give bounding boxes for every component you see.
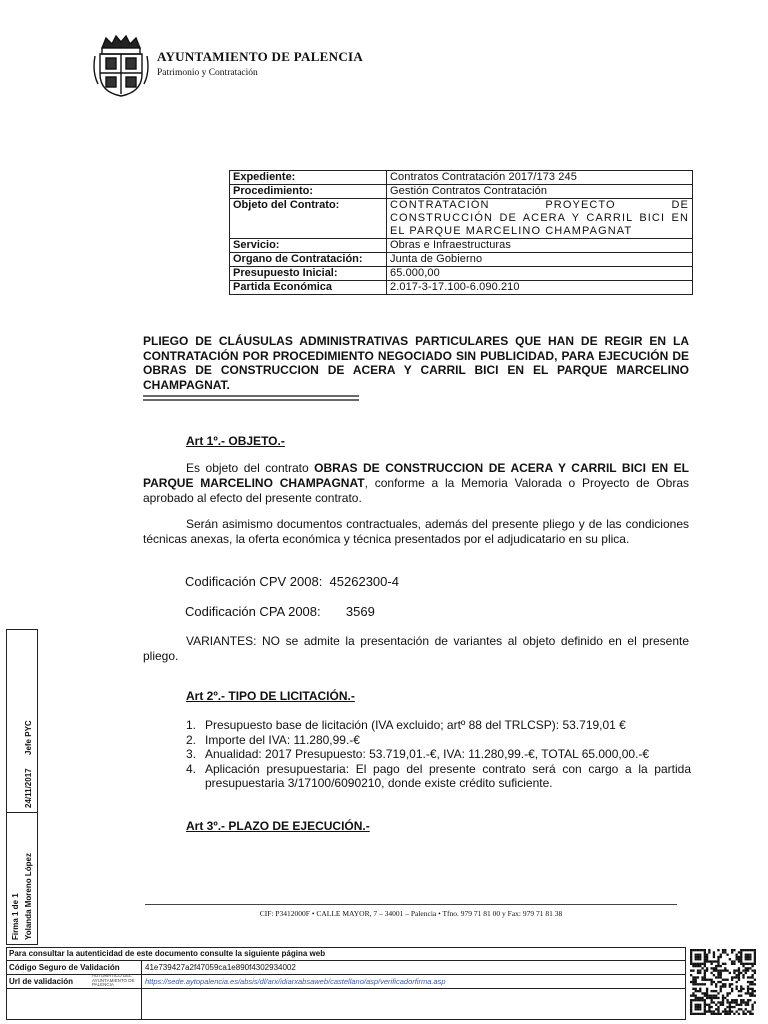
verification-code-label: Código Seguro de Validación [9,963,120,972]
table-row [230,199,693,239]
department-name: Patrimonio y Contratación [157,68,258,78]
table-row [230,253,693,267]
list-text: Anualidad: 2017 Presupuesto: 53.719,01.-€, IVA: 11.280,99.-€, TOTAL 65.000,00.-€ [205,747,650,761]
list-item [186,733,691,748]
art1-p1-text: Es objeto del contrato [186,461,315,475]
verification-row-divider [6,988,686,989]
list-number: 4. [186,761,197,776]
table-row [230,239,693,253]
organization-name: AYUNTAMIENTO DE PALENCIA [157,49,364,64]
signature-date: 24/11/2017 [24,768,33,808]
list-item [186,762,691,791]
row-value: Gestión Contratos Contratación [387,185,693,199]
row-label: Objeto del Contrato: [230,199,387,239]
signature-divider [6,812,38,813]
row-label: Organo de Contratación: [230,253,387,267]
row-value: Junta de Gobierno [387,253,693,267]
list-item [186,718,691,733]
art3-heading [186,819,370,833]
table-row [230,185,693,199]
row-value: 2.017-3-17.100-6.090.210 [387,281,693,295]
cpa-label: Codificación CPA 2008: [185,604,321,619]
expediente-table [229,170,693,295]
art3-title: Art 3º.- PLAZO DE EJECUCIÓN.- [186,819,370,833]
list-number: 1. [186,718,197,732]
list-number: 2. [186,732,197,747]
row-value: Contratos Contratación 2017/173 245 [387,171,693,185]
verification-row-divider [6,960,686,961]
art2-heading [186,689,355,703]
row-value: Obras e Infraestructuras [387,239,693,253]
verification-url-label: Url de validación [9,977,74,986]
footer-divider [145,904,677,905]
document-title: PLIEGO DE CLÁUSULAS ADMINISTRATIVAS PARTICULARES QUE HAN DE REGIR EN LA CONTRATACIÓN POR PROCEDIMIENTO NEGOCIADO SIN PUBLICIDAD, PARA EJECUCIÓN DE OBRAS DE CONSTRUCCION DE ACERA Y CARRIL BICI EN EL PARQUE MARCELINO CHAMPAGNAT. [143,334,689,392]
table-row [230,281,693,295]
signature-firma: Firma 1 de 1 [11,893,20,940]
row-label: Partida Económica [230,281,387,295]
list-text: Importe del IVA: 11.280,99.-€ [205,732,360,747]
title-double-underline [143,394,359,402]
coat-of-arms-logo [92,34,150,98]
art1-paragraph-2: Serán asimismo documentos contractuales, además del presente pliego y de las condiciones técnicas anexas, la oferta económica y técnica presentados por el adjudicatario en su plica. [143,517,689,546]
art1-p1-bold: OBRAS DE CONSTRUCCION DE ACERA Y CARRIL BICI EN EL PARQUE MARCELINO CHAMPAGNAT [143,461,689,490]
art1-p1-text-end: , conforme a la Memoria Valorada o Proyecto de Obras aprobado al efecto del presente contrato. [143,476,689,505]
variantes-paragraph: VARIANTES: NO se admite la presentación de variantes al objeto definido en el presente pliego. [143,634,689,663]
signature-name: Yolanda Moreno López [24,853,33,940]
verification-url-link[interactable]: https://sede.aytopalencia.es/absis/dl/arx/idiarxabsaweb/castellano/asp/verificadorfirma.asp [145,977,446,986]
art2-title: Art 2º.- TIPO DE LICITACIÓN.- [186,689,355,703]
verification-col-divider [141,960,142,1020]
row-value: CONTRATACIÓN PROYECTO DE CONSTRUCCIÓN DE ACERA Y CARRIL BICI EN EL PARQUE MARCELINO CHAMPAGNAT [387,199,693,239]
row-value: 65.000,00 [387,267,693,281]
verification-small-note: AUTOMATICO DEL AYUNTAMIENTO DE PALENCIA [92,973,135,988]
footer-address: CIF: P3412000F • CALLE MAYOR, 7 – 34001 – Palencia • Tfno. 979 71 81 00 y Fax: 979 71 81 38 [259,909,563,918]
list-text: Presupuesto base de licitación (IVA excluido; artº 88 del TRLCSP): 53.719,01 € [205,718,626,732]
list-item [186,747,691,762]
row-label: Expediente: [230,171,387,185]
cpa-value: 3569 [345,604,375,619]
row-label: Servicio: [230,239,387,253]
cpv-value: 45262300-4 [329,574,399,589]
art1-title: Art 1º.- OBJETO.- [186,434,285,448]
table-row [230,267,693,281]
list-number: 3. [186,747,197,761]
art1-paragraph-1 [143,461,689,506]
row-label: Presupuesto Inicial: [230,267,387,281]
row-label: Procedimiento: [230,185,387,199]
table-row [230,171,693,185]
cpa-code-line [185,604,375,619]
verification-code-value: 41e739427a2f47059ca1e890f4302934002 [145,963,296,972]
list-text: Aplicación presupuestaria: El pago del presente contrato será con cargo a la partida presupuestaria 3/17100/6090210, donde existe crédito suficiente. [205,761,691,790]
art2-list [186,718,691,791]
cpv-label: Codificación CPV 2008: [185,574,323,589]
signature-role: Jefe PYC [24,720,33,755]
qr-code-icon [690,949,756,1015]
art1-heading [186,434,285,448]
verification-intro: Para consultar la autenticidad de este documento consulte la siguiente página web [9,949,326,958]
cpv-code-line [185,574,399,589]
